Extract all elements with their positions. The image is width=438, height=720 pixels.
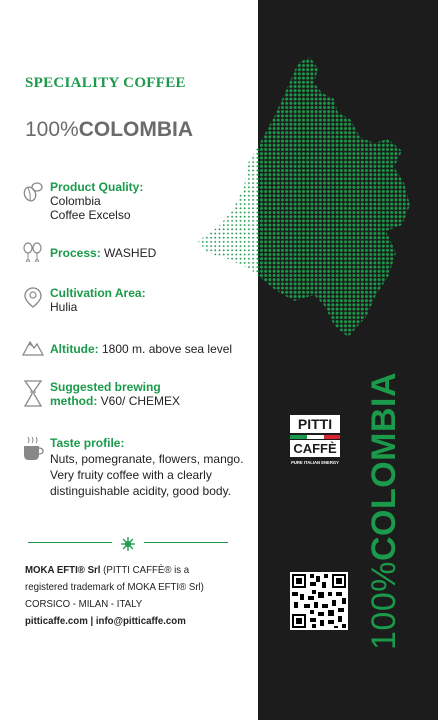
company-name: MOKA EFTI® Srl <box>25 564 101 576</box>
mountains-icon <box>22 336 44 358</box>
trademark-note: (PITTI CAFFÈ® is a registered trademark of MOKA EFTI® Srl) <box>25 564 204 593</box>
vertical-percent: 100% <box>365 561 403 650</box>
brewing-label-line2: method: <box>50 394 98 408</box>
quality-value-line2: Coffee Excelso <box>50 208 131 222</box>
speciality-heading: SPECIALITY COFFEE <box>25 75 186 91</box>
coffee-beans-icon <box>22 180 44 202</box>
logo-tagline: PURE ITALIAN ENERGY <box>291 460 339 465</box>
brewing-label-line1: Suggested brewing <box>50 380 161 394</box>
vertical-origin-title <box>365 372 404 650</box>
flower-icon <box>120 536 136 552</box>
brewing-value: V60/ CHEMEX <box>100 394 181 408</box>
altitude-label: Altitude: <box>50 342 99 356</box>
area-label: Cultivation Area: <box>50 286 146 300</box>
logo-line1: PITTI <box>297 416 333 432</box>
quality-value-line1: Colombia <box>50 194 101 208</box>
divider <box>28 536 228 550</box>
chemex-icon <box>22 380 44 408</box>
origin-percent: 100% <box>25 118 79 141</box>
process-label: Process: <box>50 246 101 260</box>
pitti-caffe-logo <box>288 413 350 467</box>
process-value: WASHED <box>104 246 157 260</box>
divider-line-left <box>28 542 112 543</box>
company-info <box>25 562 232 630</box>
coffee-cherries-icon <box>22 240 44 262</box>
company-contacts: pitticaffe.com | info@pitticaffe.com <box>25 615 186 627</box>
company-locations: CORSICO - MILAN - ITALY <box>25 598 143 610</box>
quality-label: Product Quality: <box>50 180 144 194</box>
altitude-value: 1800 m. above sea level <box>102 342 233 356</box>
taste-value: Nuts, pomegranate, flowers, mango. Very fruity coffee with a clearly distinguishable acidity, good body. <box>50 452 244 498</box>
divider-line-right <box>144 542 228 543</box>
origin-title <box>25 118 193 142</box>
logo-line2: CAFFÈ <box>293 441 337 456</box>
coffee-cup-icon <box>22 435 44 463</box>
location-pin-icon <box>22 286 44 308</box>
taste-label: Taste profile: <box>50 436 125 450</box>
origin-country: COLOMBIA <box>78 118 194 141</box>
vertical-country: COLOMBIA <box>365 371 403 562</box>
qr-code-icon <box>290 572 348 630</box>
area-value: Hulia <box>50 300 78 314</box>
